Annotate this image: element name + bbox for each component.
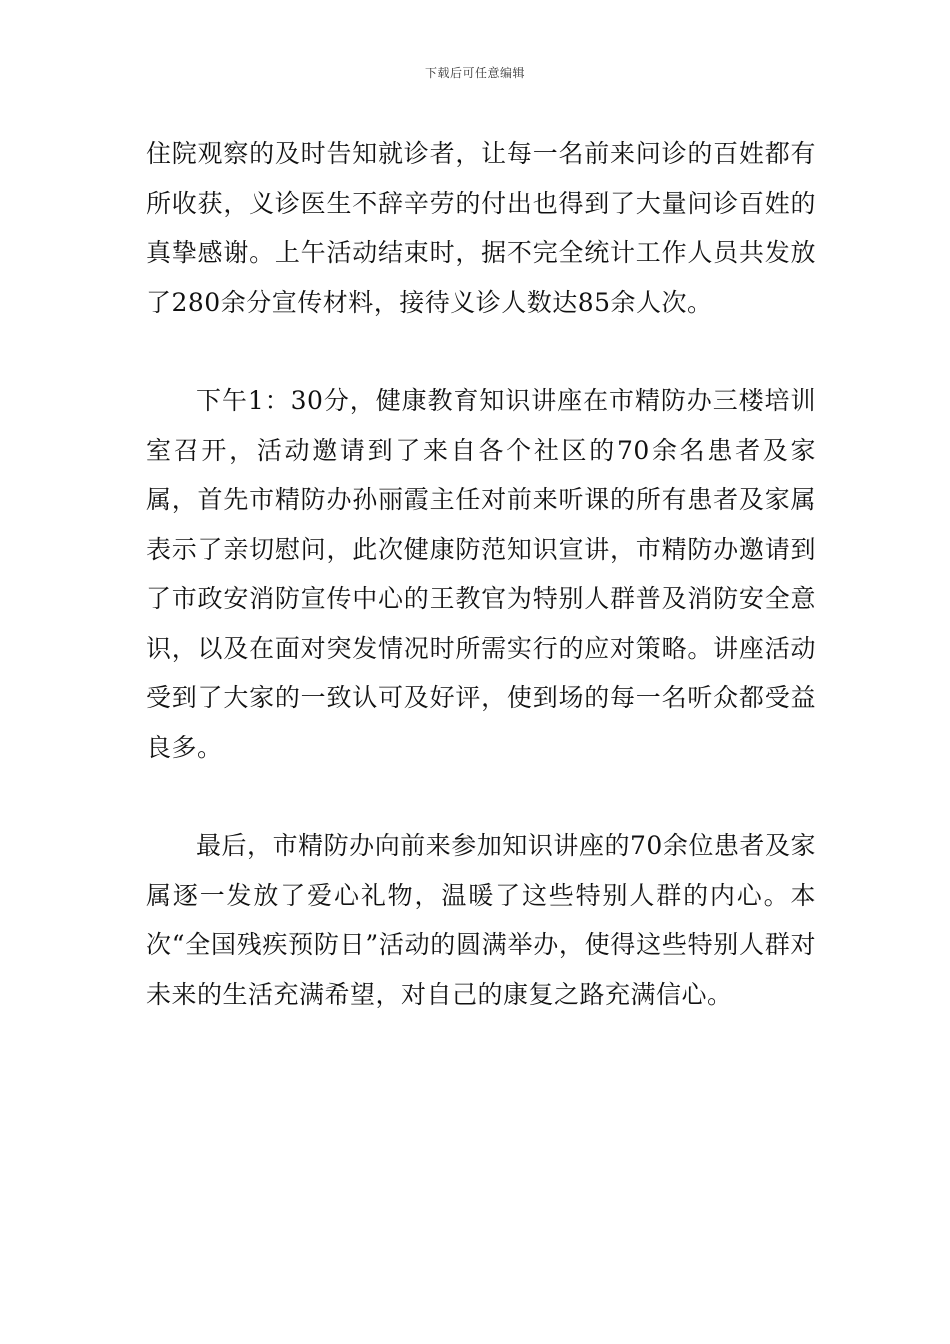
- paragraph-3: 最后，市精防办向前来参加知识讲座的70余位患者及家属逐一发放了爱心礼物，温暖了这些特别人群的内心。本次“全国残疾预防日”活动的圆满举办，使得这些特别人群对未来的生活充满希望，对自己的康复之路充满信心。: [146, 831, 816, 1009]
- paragraph-1: 住院观察的及时告知就诊者，让每一名前来问诊的百姓都有所收获，义诊医生不辞辛劳的付出也得到了大量问诊百姓的真挚感谢。上午活动结束时，据不完全统计工作人员共发放了280余分宣传材料，接待义诊人数达85余人次。: [146, 139, 816, 317]
- document-body: [146, 129, 816, 1019]
- paragraph-2: 下午1：30分，健康教育知识讲座在市精防办三楼培训室召开，活动邀请到了来自各个社区的70余名患者及家属，首先市精防办孙丽霞主任对前来听课的所有患者及家属表示了亲切慰问，此次健康防范知识宣讲，市精防办邀请到了市政安消防宣传中心的王教官为特别人群普及消防安全意识，以及在面对突发情况时所需实行的应对策略。讲座活动受到了大家的一致认可及好评，使到场的每一名听众都受益良多。: [146, 386, 816, 762]
- page-header: 下载后可任意编辑: [424, 66, 525, 80]
